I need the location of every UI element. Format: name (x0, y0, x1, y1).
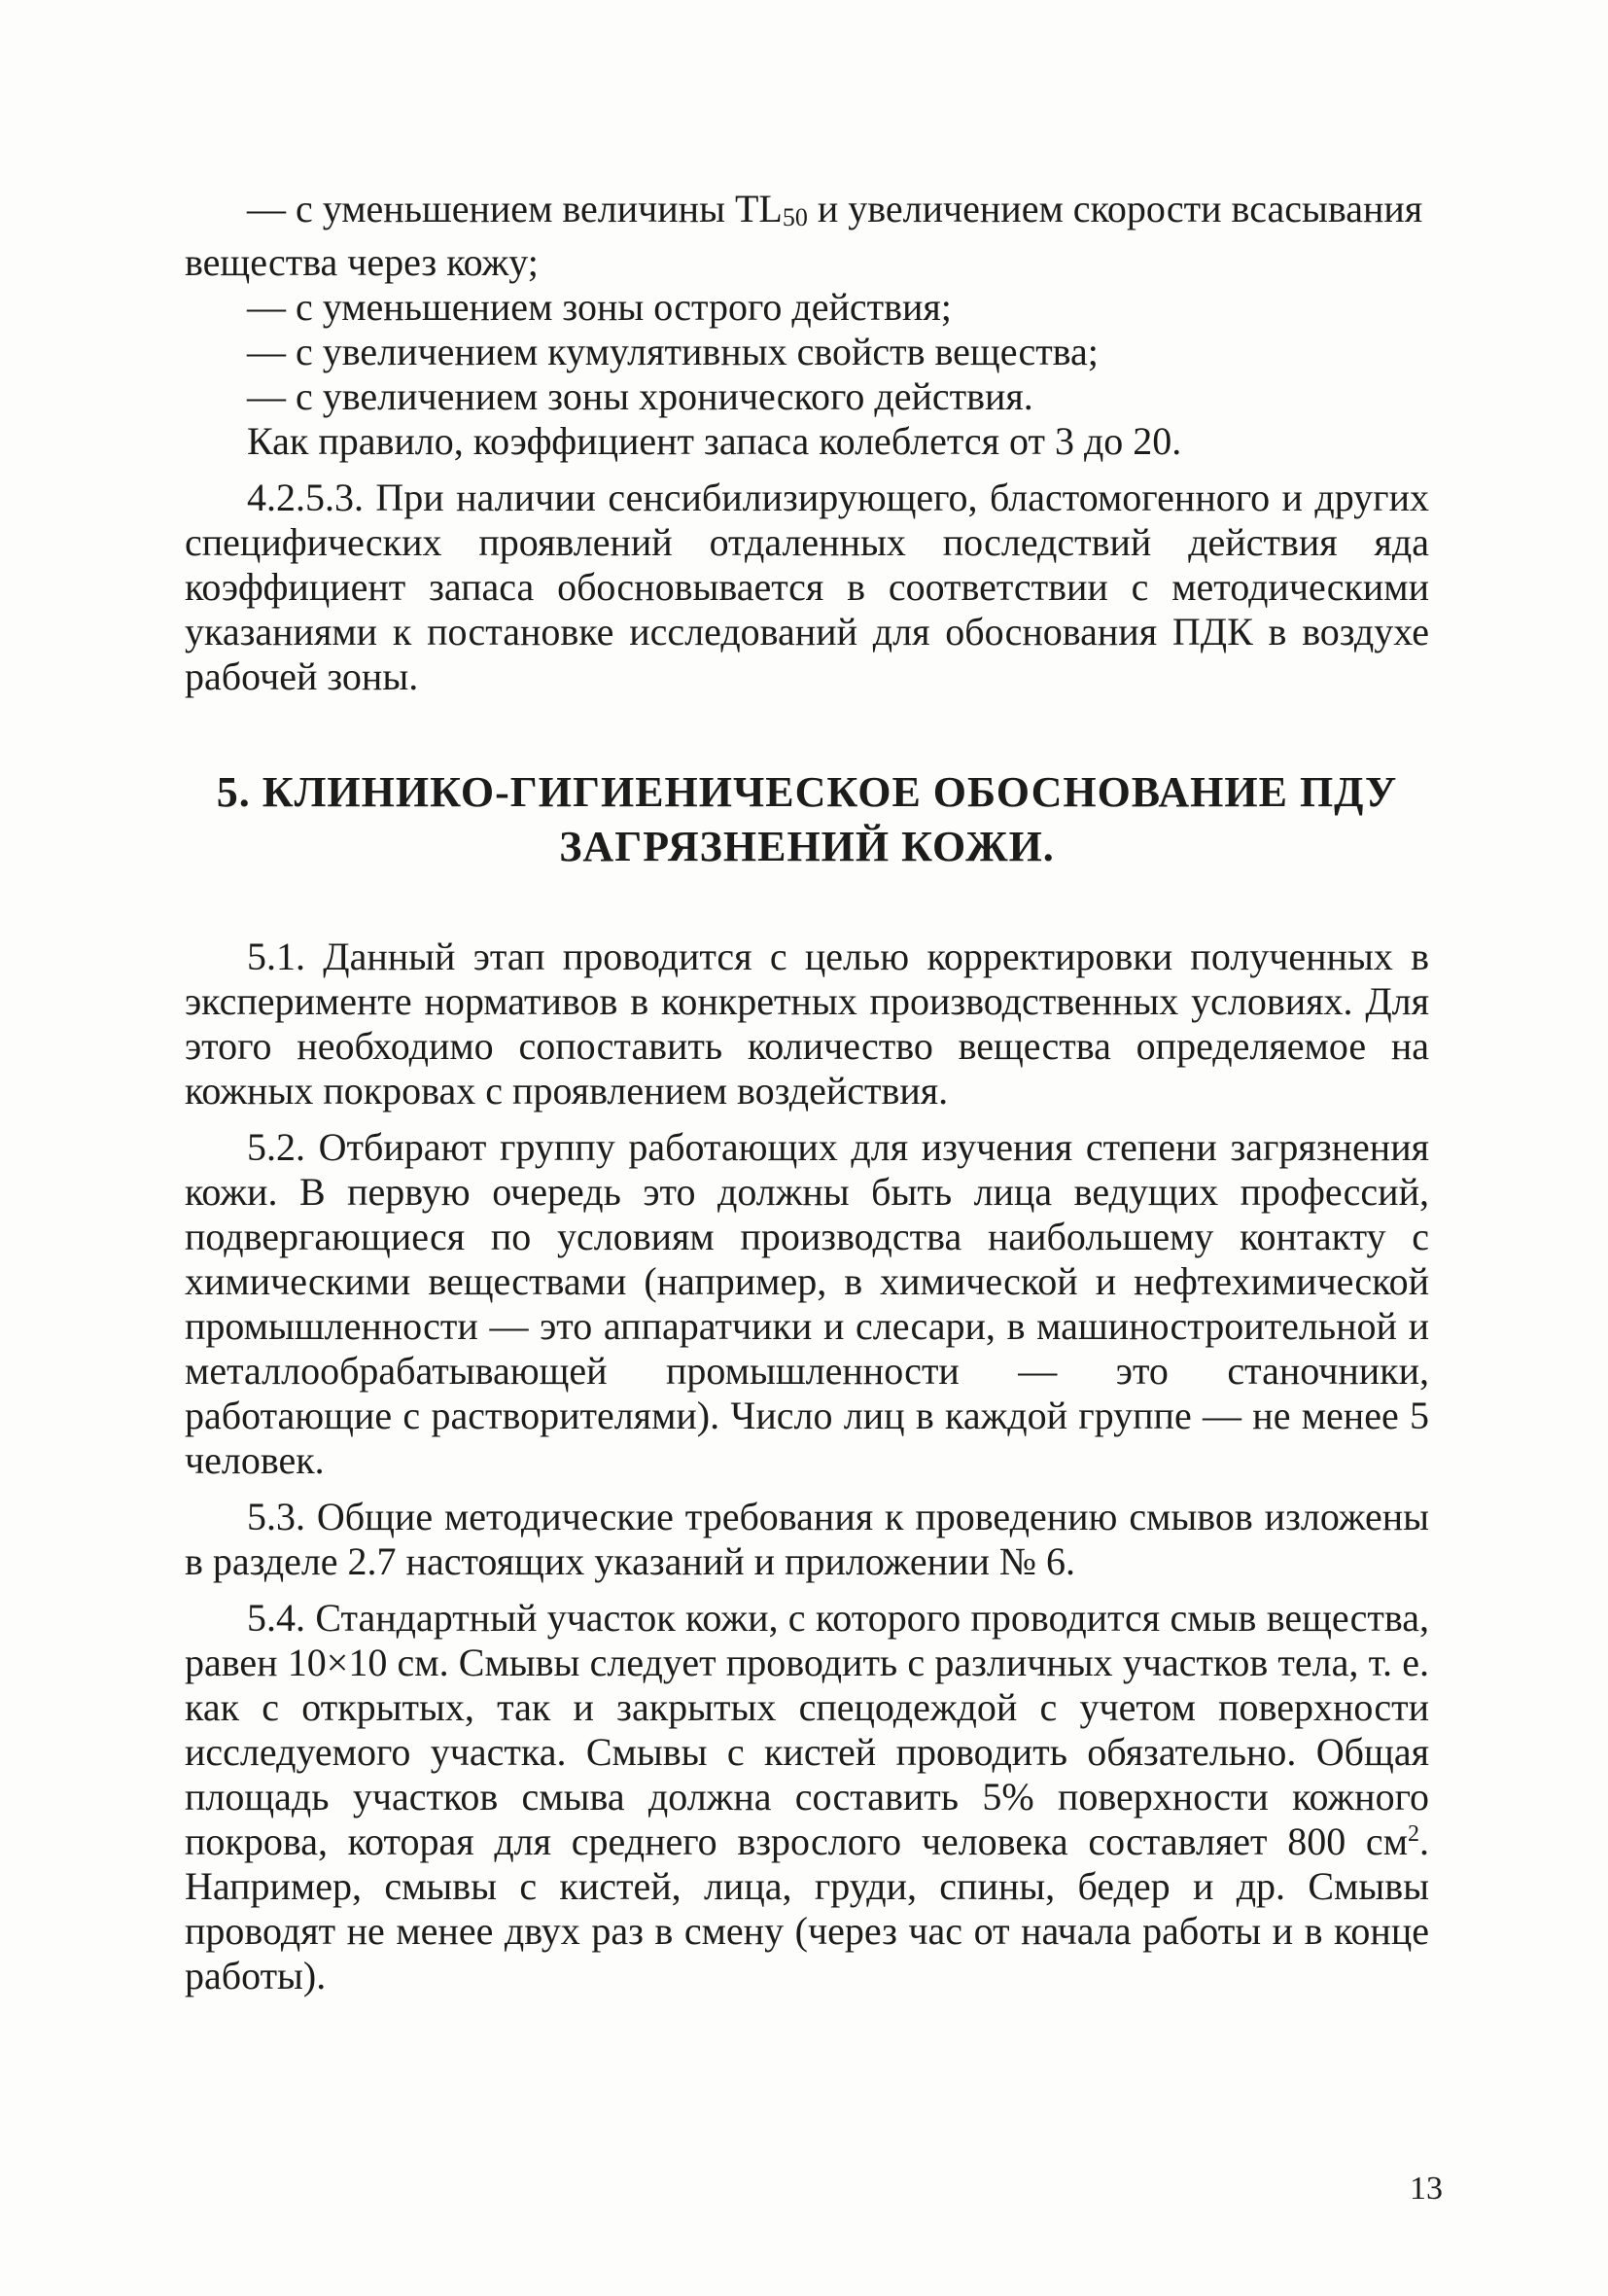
page-number: 13 (1410, 2171, 1443, 2207)
list-item-dash-2: — с уменьшением зоны острого действия; (247, 285, 952, 329)
paragraph-5-2: 5.2. Отбирают группу работающих для изучения степени загрязнения кожи. В первую очередь это должны быть лица ведущих профессий, подвергающиеся по условиям производства наибольшему контакту с химическими веществами (например, в химической и нефтехимической промышленности — это аппаратчики и слесари, в машиностроительной и металлообрабатывающей промышленности — это станочники, работающие с растворителями). Число лиц в каждой группе — не менее 5 человек. (185, 1125, 1429, 1482)
paragraph-4-2-5-3: 4.2.5.3. При наличии сенсибилизирующего, бластомогенного и других специфических проявлений отдаленных последствий действия яда коэффициент запаса обосновывается в соответствии с методическими указаниями к постановке исследований для обоснования ПДК в воздухе рабочей зоны. (185, 476, 1429, 698)
paragraph-5-4 (185, 1596, 1429, 1998)
section-heading-line-2: ЗАГРЯЗНЕНИЙ КОЖИ. (559, 823, 1055, 870)
section-heading-line-1: 5. КЛИНИКО-ГИГИЕНИЧЕСКОЕ ОБОСНОВАНИЕ ПДУ (216, 768, 1398, 816)
dash-1-text-end: и увеличением скорости всасывания вещества через кожу; (185, 187, 1423, 284)
paragraph-5-3: 5.3. Общие методические требования к проведению смывов изложены в разделе 2.7 настоящих указаний и приложении № 6. (185, 1495, 1429, 1583)
section-heading (185, 765, 1429, 874)
cm-squared-superscript: 2 (1408, 1821, 1419, 1847)
dash-1-text: — с уменьшением величины TL (247, 187, 783, 230)
paragraph-coefficient: Как правило, коэффициент запаса колеблется от 3 до 20. (247, 419, 1182, 463)
list-item-dash-3: — с увеличением кумулятивных свойств вещества; (247, 330, 1099, 373)
paragraph-5-1: 5.1. Данный этап проводится с целью корректировки полученных в эксперименте нормативов в конкретных производственных условиях. Для этого необходимо сопоставить количество вещества определяемое на кожных покровах с проявлением воздействия. (185, 935, 1429, 1113)
list-item-dash-1 (185, 187, 1429, 285)
paragraph-5-4-text-end: . Например, смывы с кистей, лица, груди, спины, бедер и др. Смывы проводят не менее двух раз в смену (через час от начала работы и в конце работы). (185, 1819, 1429, 1997)
paragraph-5-4-text: 5.4. Стандартный участок кожи, с которого проводится смыв вещества, равен 10×10 см. Смывы следует проводить с различных участков тела, т. е. как с открытых, так и закрытых спецодеждой с учетом поверхности исследуемого участка. Смывы с кистей проводить обязательно. Общая площадь участков смыва должна составить 5% поверхности кожного покрова, которая для среднего взрослого человека составляет 800 см (185, 1596, 1429, 1863)
tl-subscript: 50 (782, 203, 808, 231)
list-item-dash-4: — с увеличением зоны хронического действия. (247, 374, 1033, 418)
